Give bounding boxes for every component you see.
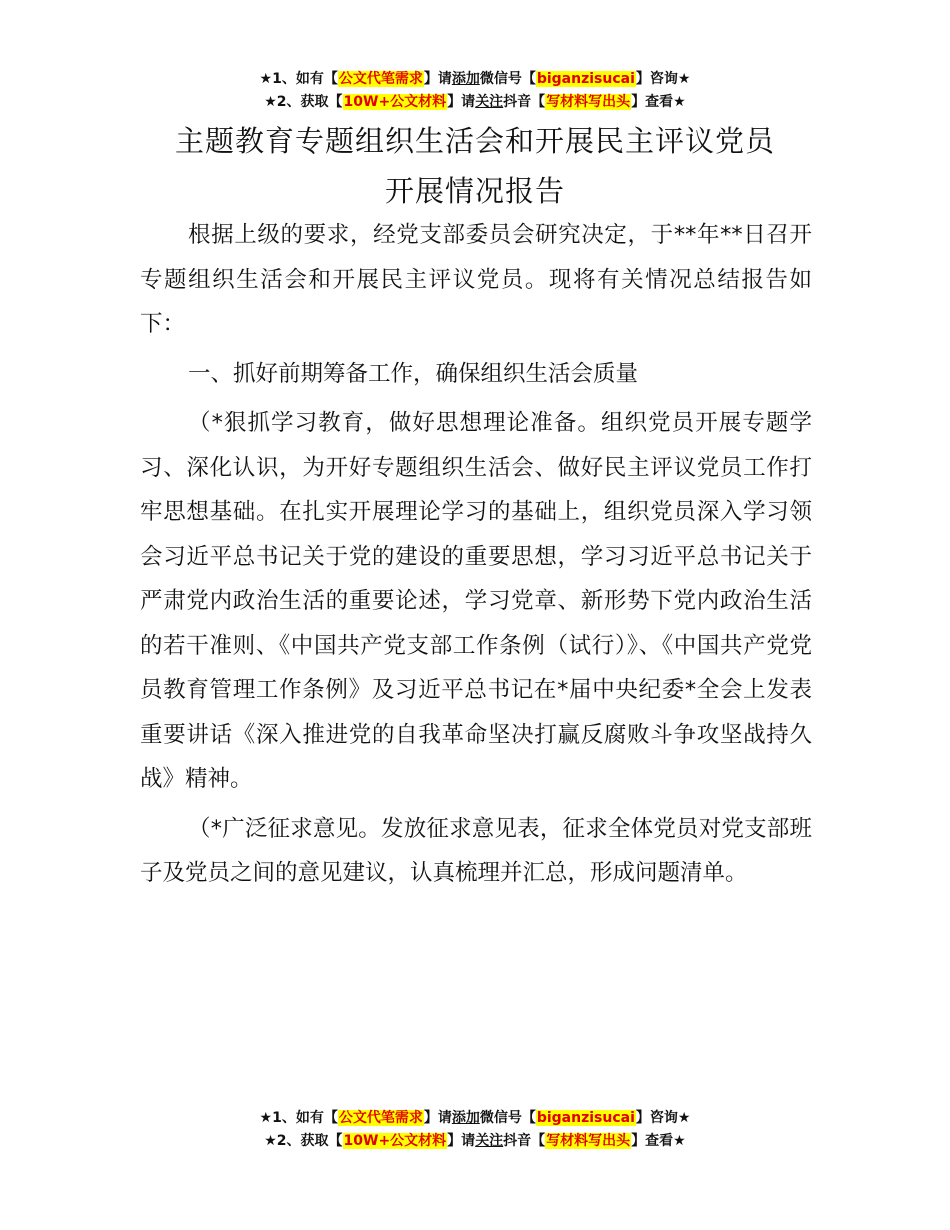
- banner-text: 】查看★: [631, 1133, 686, 1149]
- banner-text: 】咨询★: [635, 71, 691, 87]
- title-line-1: 主题教育专题组织生活会和开展民主评议党员: [174, 124, 775, 158]
- banner-text: 抖音【: [503, 94, 546, 110]
- section-heading: 一、抓好前期筹备工作，确保组织生活会质量: [188, 360, 639, 387]
- banner-highlight: 公文代笔需求: [338, 71, 423, 87]
- banner-highlight: 10W+公文材料: [343, 1133, 447, 1149]
- paragraph-study: （*狠抓学习教育，做好思想理论准备。组织党员开展专题学习、深化认识，为开好专题组织生活会、做好民主评议党员工作打牢思想基础。在扎实开展理论学习的基础上，组织党员深入学习领会习近平总书记关于党的建设的重要思想，学习习近平总书记关于严肃党内政治生活的重要论述，学习党章、新形势下党内政治生活的若干准则、《中国共产党支部工作条例（试行）》、《中国共产党党员教育管理工作条例》及习近平总书记在*届中央纪委*全会上发表重要讲话《深入推进党的自我革命坚决打赢反腐败斗争攻坚战持久战》精神。: [140, 410, 812, 792]
- banner-emphasis: 添加: [451, 71, 480, 87]
- footer-banner: [0, 1107, 950, 1153]
- banner-text: 】请: [423, 71, 452, 87]
- document-title: [100, 116, 850, 216]
- banner-text: 】请: [447, 1133, 476, 1149]
- banner-text: ★2、获取【: [264, 1133, 343, 1149]
- banner-highlight: 公文代笔需求: [338, 1110, 423, 1126]
- document-body: [140, 213, 812, 901]
- banner-highlight: 写材料写出头: [546, 94, 631, 110]
- banner-highlight: biganzisucai: [536, 71, 635, 87]
- banner-line-1: [0, 1107, 950, 1130]
- banner-text: 抖音【: [503, 1133, 546, 1149]
- banner-text: ★1、如有【: [259, 1110, 338, 1126]
- banner-line-2: [0, 1130, 950, 1153]
- banner-text: 】查看★: [631, 94, 686, 110]
- banner-highlight: biganzisucai: [536, 1110, 635, 1126]
- banner-highlight: 10W+公文材料: [343, 94, 447, 110]
- banner-emphasis: 关注: [475, 1133, 504, 1149]
- banner-text: 微信号【: [479, 1110, 536, 1126]
- banner-text: ★1、如有【: [259, 71, 338, 87]
- paragraph-intro: 根据上级的要求，经党支部委员会研究决定，于**年**日召开专题组织生活会和开展民主评议党员。现将有关情况总结报告如下：: [140, 222, 812, 337]
- banner-line-2: [0, 91, 950, 114]
- banner-highlight: 写材料写出头: [546, 1133, 631, 1149]
- header-banner: [0, 68, 950, 114]
- banner-line-1: [0, 68, 950, 91]
- banner-text: ★2、获取【: [264, 94, 343, 110]
- banner-text: 】咨询★: [635, 1110, 691, 1126]
- banner-text: 】请: [447, 94, 476, 110]
- banner-emphasis: 添加: [451, 1110, 480, 1126]
- paragraph-opinions: （*广泛征求意见。发放征求意见表，征求全体党员对党支部班子及党员之间的意见建议，认真梳理并汇总，形成问题清单。: [140, 815, 812, 886]
- banner-text: 】请: [423, 1110, 452, 1126]
- title-line-2: 开展情况报告: [384, 174, 565, 208]
- banner-text: 微信号【: [479, 71, 536, 87]
- banner-emphasis: 关注: [475, 94, 504, 110]
